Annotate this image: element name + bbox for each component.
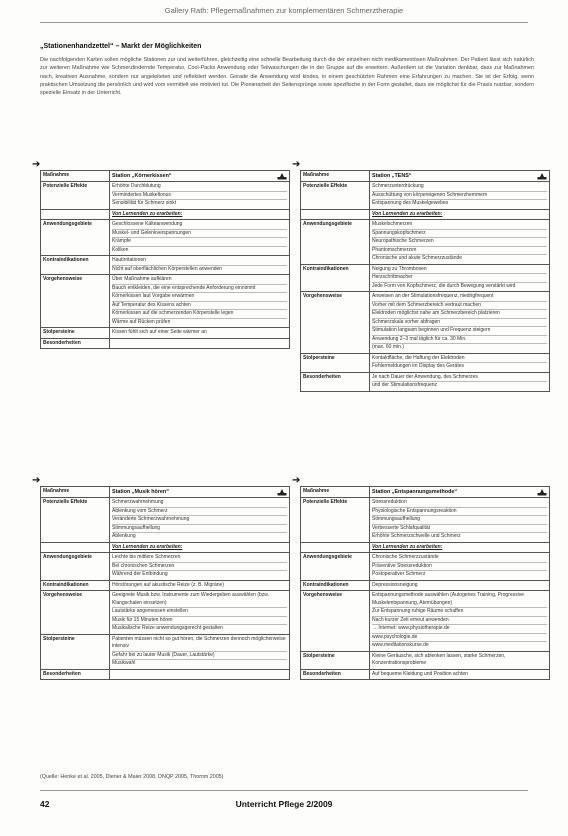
application-line: Präventive Stressreduktion: [372, 563, 547, 572]
stumbling-line: Patienten müssen nicht so gut hören, die Schmerzen dennoch möglicherweise intensiv: [112, 636, 287, 652]
station-title: [372, 488, 547, 496]
effect-line: Ausschüttung von körpereigenen Schmerzhemmern: [372, 192, 547, 201]
application-line: Chronische und akute Schmerzzustände: [372, 255, 463, 262]
station-icon: [537, 488, 547, 496]
application-line: Chronische Schmerzzustände: [372, 554, 547, 563]
procedure-line: Über Maßnahme aufklären: [112, 276, 287, 285]
effect-line: Verbesserte Schlafqualität: [372, 525, 547, 534]
application-line: Geschlossene Kälteanwendung: [112, 221, 287, 230]
procedure-line: Geeignete Musik bzw. Instrumente zum Wiedergeben auswählen (bzw. Klangschalen einsetzen): [112, 592, 287, 608]
effect-line: Sensibilität für Schmerz sinkt: [112, 200, 177, 207]
intro-text: Die nachfolgenden Karten sollen mögliche Stationen zur und weiterführen, gleichzeitig eine schnelle Bearbeitung durch die der einzelnen nicht medikamentösen Maßnahmen. Der Patient lässt sich natürlich zur weiteren Maßnahme wie Schmerzlindernde Temperatur, Cool-Packs Anwendung oder Teilwaschungen die in der Gruppe auf die erweitern. Außerdem ist die Variation denkbar, dass zur Maßnahmen nach, kreativen Ausnahme, sondern nur angeleiteten und reflektiert werden. Gerade die Anwendung wird kindes, in einem geschützten Rahmen eine Erfahrungen zu machen. Sie ist der Erfolg, wenn praktischen Umsetzung die persönlich und wird vom vermittelt wie motiviert tut. Die Pionierarbeit der Seitensprünge sowie spezifische in der Form gestaltet, dass sie möglichst für die Praxis nutzbar, sondern spezielle Einsatz in der Unterricht.: [40, 56, 534, 97]
procedure-line: Körnerkissen laut Vorgabe erwärmen: [112, 293, 287, 302]
row-label: Maßnahme: [41, 487, 110, 498]
row-label: Maßnahme: [301, 487, 370, 498]
procedure-line: Anweisen an der Stimulationsfrequenz, niedrigfrequent: [372, 293, 547, 302]
procedure-line: Elektroden möglichst nahe am Schmerzbereich platzieren: [372, 310, 547, 319]
footer-rule: [40, 790, 528, 791]
station-card: [40, 486, 290, 680]
row-label: Kontraindikationen: [301, 580, 370, 591]
row-label: Anwendungsgebiete: [301, 220, 370, 265]
blank-cell: [301, 542, 370, 553]
application-line: Muskel- und Gelenkverspannungen: [112, 230, 287, 239]
procedure-line: www.meditationskurse.de: [372, 642, 429, 649]
procedure-line: Stimulation langsam beginnen und Frequenz steigern: [372, 327, 547, 336]
row-label: Besonderheiten: [301, 669, 370, 680]
station-name: Station „TENS“: [372, 173, 412, 179]
row-label: Maßnahme: [41, 171, 110, 182]
blank-cell: [41, 542, 110, 553]
row-label: Stolpersteine: [41, 328, 110, 339]
procedure-line: Entspannungsmethode auswählen (Autogenes Training, Progressive Muskelentspannung, Atemübungen): [372, 592, 547, 608]
station-icon: [277, 172, 287, 180]
journal-title: Unterricht Pflege 2/2009: [235, 799, 333, 809]
procedure-line: Musik für 15 Minuten hören: [112, 617, 287, 626]
station-title: [112, 172, 287, 180]
application-line: Phantomschmerzen: [372, 247, 547, 256]
page-number: 42: [40, 799, 50, 809]
learn-subheader: Von Lernenden zu erarbeiten:: [372, 543, 443, 550]
special-line: Auf bequeme Kleidung und Position achten: [372, 670, 468, 677]
stumbling-line: Kleine Geräusche, sich ablenken lassen, starke Schmerzen, Konzentrationsprobleme: [372, 652, 506, 667]
procedure-line: Bauch entkleiden, die eine entsprechende Anforderung einnimmt: [112, 285, 287, 294]
arrow-icon: ➔: [292, 475, 301, 486]
row-label: Besonderheiten: [301, 372, 370, 391]
intro-section: [40, 42, 534, 98]
station-title: [112, 488, 287, 496]
effect-line: Schmerzunterdrückung: [372, 183, 547, 192]
effect-line: Stressreduktion: [372, 499, 547, 508]
procedure-line: Musikalische Reize anwendungsgerecht gestalten: [112, 625, 223, 632]
application-line: Krämpfe: [112, 238, 287, 247]
station-card: [300, 486, 550, 680]
row-label: Vorgehensweise: [301, 292, 370, 354]
station-card: [300, 170, 550, 392]
row-label: Potenzielle Effekte: [41, 498, 110, 543]
procedure-line: Auf Temperatur des Kissens achten: [112, 302, 287, 311]
special-line: und der Stimulationsfrequenz: [372, 382, 438, 389]
contra-line: Herzschrittmacher: [372, 274, 547, 283]
effect-line: Ablenkung vom Schmerz: [112, 508, 287, 517]
effect-line: Schmerzwahrnehmung: [112, 499, 287, 508]
application-line: Während der Entbindung: [112, 571, 168, 578]
station-name: Station „Entspannungsmethode“: [372, 489, 458, 495]
application-line: Spannungskopfschmerz: [372, 230, 547, 239]
application-line: Neuropathische Schmerzen: [372, 238, 547, 247]
effect-line: Erhöhte Schmerzschwelle und Schmerz: [372, 533, 461, 540]
stumbling-line: Gefahr bei zu lauter Musik (Dauer, Lautstärke): [112, 652, 287, 661]
special-line: [112, 671, 287, 678]
procedure-line: Nach kurzer Zeit erneut anwenden: [372, 617, 547, 626]
procedure-line: Schmerzskala vorher abfragen: [372, 319, 547, 328]
contra-line: Hörstörungen auf akustische Reize (z. B. Migräne): [112, 581, 224, 588]
special-line: Je nach Dauer der Anwendung, des Schmerzes: [372, 374, 547, 383]
learn-subheader: Von Lernenden zu erarbeiten:: [372, 210, 443, 217]
application-line: Koliken: [112, 246, 129, 253]
learn-subheader: Von Lernenden zu erarbeiten:: [112, 210, 183, 217]
row-label: Besonderheiten: [41, 669, 110, 680]
procedure-line: Wärme auf Rücken prüfen: [112, 318, 171, 325]
contra-line: Depressionsneigung: [372, 581, 418, 588]
procedure-line: (max. 60 min.): [372, 344, 404, 351]
station-title: [372, 172, 547, 180]
row-label: Kontraindikationen: [41, 256, 110, 275]
contra-line: Neigung zu Thrombosen: [372, 266, 547, 275]
stumbling-line: Fehlermeldungen im Display des Gerätes: [372, 363, 464, 370]
effect-line: Stimmungsaufhellung: [372, 516, 547, 525]
row-label: Kontraindikationen: [301, 264, 370, 292]
effect-line: Entspannung des Muskelgewebes: [372, 200, 449, 207]
row-label: Anwendungsgebiete: [41, 553, 110, 581]
blank-cell: [41, 209, 110, 220]
effect-line: Erhöhte Durchblutung: [112, 183, 287, 192]
contra-line: Hautirritationen: [112, 257, 287, 266]
arrow-icon: ➔: [292, 159, 301, 170]
row-label: Stolpersteine: [41, 634, 110, 669]
learn-subheader: Von Lernenden zu erarbeiten:: [112, 543, 183, 550]
station-icon: [277, 488, 287, 496]
station-icon: [537, 172, 547, 180]
row-label: Potenzielle Effekte: [41, 182, 110, 210]
blank-cell: [301, 209, 370, 220]
row-label: Kontraindikationen: [41, 580, 110, 591]
header-rule: [40, 22, 528, 23]
page-header: Gallery Rath: Pflegemaßnahmen zur komplementären Schmerztherapie: [164, 6, 404, 15]
row-label: Vorgehensweise: [41, 591, 110, 635]
row-label: Stolpersteine: [301, 353, 370, 372]
stumbling-line: Kontaktfläche, die Haftung der Elektroden: [372, 355, 547, 364]
row-label: Stolpersteine: [301, 651, 370, 669]
row-label: Potenzielle Effekte: [301, 182, 370, 210]
effect-line: Vermindertes Muskeltonus: [112, 192, 287, 201]
application-line: Muskelschmerzen: [372, 221, 547, 230]
row-label: Besonderheiten: [41, 338, 110, 349]
stumbling-line: Musikwahl: [112, 660, 136, 667]
source-note: (Quelle: Henke et al. 2005, Diener & Maier 2008, DNQP 2005, Thomm 2005): [40, 774, 224, 780]
stumbling-line: Kissen fühlt sich auf einer Seite wärmer an: [112, 329, 207, 336]
station-name: Station „Körnerkissen“: [112, 173, 172, 179]
contra-line: Nicht auf oberflächlichen Körperstellen anwenden: [112, 265, 223, 272]
application-line: Postoperativer Schmerz: [372, 571, 426, 578]
station-card: [40, 170, 290, 349]
procedure-line: www.psychologie.de: [372, 634, 547, 643]
procedure-line: → Internet: www.physiotherapie.de: [372, 625, 547, 634]
effect-line: Ablenkung: [112, 533, 136, 540]
application-line: Leichte bis mittlere Schmerzen: [112, 554, 287, 563]
procedure-line: Lautstärke angemessen einstellen: [112, 608, 287, 617]
effect-line: Veränderte Schmerzwahrnehmung: [112, 516, 287, 525]
effect-line: Stimmungsaufhellung: [112, 525, 287, 534]
row-label: Vorgehensweise: [41, 275, 110, 328]
row-label: Vorgehensweise: [301, 591, 370, 652]
application-line: Bei chronischen Schmerzen: [112, 563, 287, 572]
effect-line: Physiologische Entspannungsreaktion: [372, 508, 547, 517]
procedure-line: Körnerkissen auf die schmerzenden Körperstelle legen: [112, 310, 287, 319]
row-label: Anwendungsgebiete: [301, 553, 370, 581]
procedure-line: Vorher mit dem Schmerzbereich vertraut machen: [372, 302, 547, 311]
intro-title: „Stationenhandzettel“ – Markt der Möglichkeiten: [40, 43, 202, 50]
arrow-icon: ➔: [32, 159, 41, 170]
station-name: Station „Musik hören“: [112, 489, 169, 495]
special-line: [112, 340, 287, 347]
row-label: Anwendungsgebiete: [41, 220, 110, 256]
arrow-icon: ➔: [32, 475, 41, 486]
contra-line: Jede Form von Kopfschmerz, die durch Bewegung verstärkt wird: [372, 282, 516, 289]
procedure-line: Zur Entspannung ruhige Räume schaffen: [372, 608, 547, 617]
procedure-line: Anwendung 2–3 mal täglich für ca. 30 Min.: [372, 336, 547, 345]
row-label: Maßnahme: [301, 171, 370, 182]
row-label: Potenzielle Effekte: [301, 498, 370, 543]
